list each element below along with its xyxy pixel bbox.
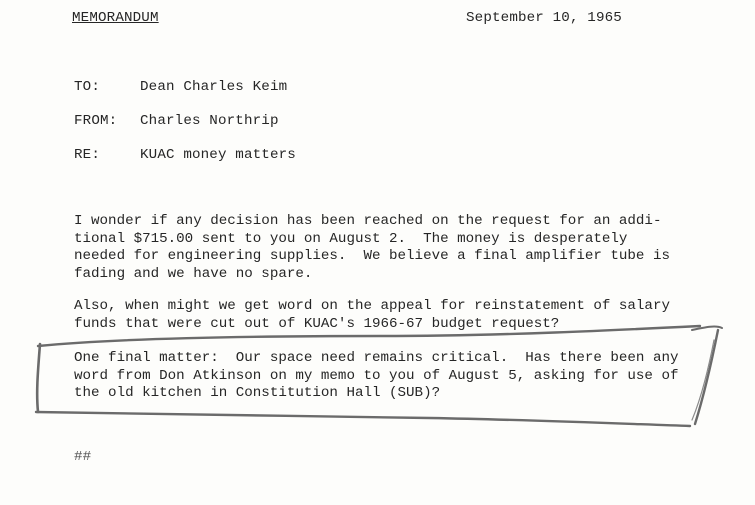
memo-heading: MEMORANDUM [72,10,159,26]
memo-date: September 10, 1965 [466,10,622,26]
to-value: Dean Charles Keim [140,79,288,95]
re-value: KUAC money matters [140,147,296,163]
paragraph-line: needed for engineering supplies. We believe a final amplifier tube is [74,248,670,264]
paragraph-salary-appeal [74,298,670,333]
from-label: FROM: [74,113,118,129]
re-label: RE: [74,147,100,163]
paragraph-line: One final matter: Our space need remains critical. Has there been any [74,350,679,366]
from-value: Charles Northrip [140,113,279,129]
paragraph-line: word from Don Atkinson on my memo to you of August 5, asking for use of [74,367,679,384]
paragraph-line: funds that were cut out of KUAC's 1966-67 budget request? [74,315,560,332]
paragraph-line: I wonder if any decision has been reached on the request for an addi- [74,213,662,229]
end-mark: ## [74,449,92,465]
paragraph-line: fading and we have no spare. [74,265,313,282]
paragraph-space-need [74,350,679,403]
to-label: TO: [74,79,100,95]
paragraph-request [74,213,670,283]
paragraph-line: the old kitchen in Constitution Hall (SUB)? [74,385,441,401]
paragraph-line: Also, when might we get word on the appeal for reinstatement of salary [74,298,670,314]
paragraph-line: tional $715.00 sent to you on August 2. The money is desperately [74,230,628,247]
